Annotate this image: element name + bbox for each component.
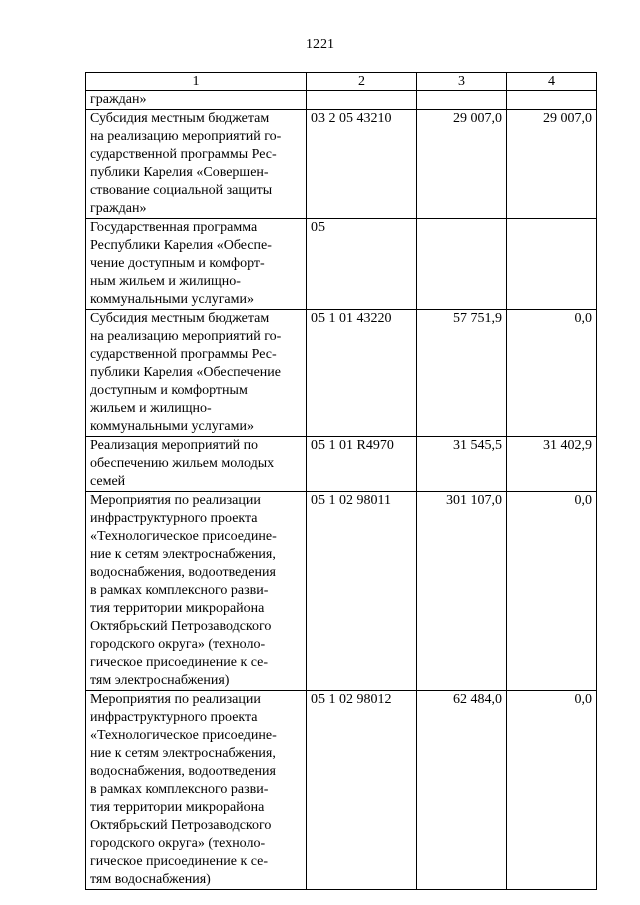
row-amount-2 — [507, 91, 597, 110]
row-amount-2: 0,0 — [507, 310, 597, 437]
table-row — [86, 437, 597, 492]
column-header-4: 4 — [507, 73, 597, 91]
row-code: 05 1 02 98011 — [307, 492, 417, 691]
row-amount-2 — [507, 219, 597, 310]
table-row — [86, 492, 597, 691]
column-header-1: 1 — [86, 73, 307, 91]
row-name: Субсидия местным бюджетам на реализацию мероприятий го- сударственной программы Рес- публики Карелия «Совершен- ствование социальной защиты граждан» — [86, 110, 307, 219]
row-name: граждан» — [86, 91, 307, 110]
row-amount-1: 62 484,0 — [417, 691, 507, 890]
row-amount-1 — [417, 219, 507, 310]
row-amount-1: 301 107,0 — [417, 492, 507, 691]
budget-table — [85, 72, 597, 890]
row-amount-1: 57 751,9 — [417, 310, 507, 437]
row-code: 05 — [307, 219, 417, 310]
row-name: Реализация мероприятий по обеспечению жильем молодых семей — [86, 437, 307, 492]
column-header-2: 2 — [307, 73, 417, 91]
table-body — [86, 91, 597, 890]
row-code: 05 1 02 98012 — [307, 691, 417, 890]
row-name: Мероприятия по реализации инфраструктурного проекта «Технологическое присоедине- ние к сетям электроснабжения, водоснабжения, водоотведения в рамках комплексного разви- тия территории микрорайона Октябрьский Петрозаводского городского округа» (техноло- гическое присоединение к се- тям водоснабжения) — [86, 691, 307, 890]
row-amount-2: 0,0 — [507, 492, 597, 691]
row-code — [307, 91, 417, 110]
page-number: 1221 — [306, 37, 334, 52]
table-header — [86, 73, 597, 91]
row-amount-2: 29 007,0 — [507, 110, 597, 219]
table-row — [86, 691, 597, 890]
table-row — [86, 110, 597, 219]
row-name: Субсидия местным бюджетам на реализацию мероприятий го- сударственной программы Рес- публики Карелия «Обеспечение доступным и комфортным жильем и жилищно- коммунальными услугами» — [86, 310, 307, 437]
row-name: Государственная программа Республики Карелия «Обеспе- чение доступным и комфорт- ным жильем и жилищно- коммунальными услугами» — [86, 219, 307, 310]
table-row — [86, 310, 597, 437]
row-amount-1: 31 545,5 — [417, 437, 507, 492]
column-header-3: 3 — [417, 73, 507, 91]
row-code: 05 1 01 43220 — [307, 310, 417, 437]
row-amount-2: 31 402,9 — [507, 437, 597, 492]
row-code: 05 1 01 R4970 — [307, 437, 417, 492]
table-row — [86, 91, 597, 110]
row-code: 03 2 05 43210 — [307, 110, 417, 219]
row-amount-1 — [417, 91, 507, 110]
row-name: Мероприятия по реализации инфраструктурного проекта «Технологическое присоедине- ние к сетям электроснабжения, водоснабжения, водоотведения в рамках комплексного разви- тия территории микрорайона Октябрьский Петрозаводского городского округа» (техноло- гическое присоединение к се- тям электроснабжения) — [86, 492, 307, 691]
row-amount-2: 0,0 — [507, 691, 597, 890]
row-amount-1: 29 007,0 — [417, 110, 507, 219]
table-row — [86, 219, 597, 310]
header-row — [86, 73, 597, 91]
